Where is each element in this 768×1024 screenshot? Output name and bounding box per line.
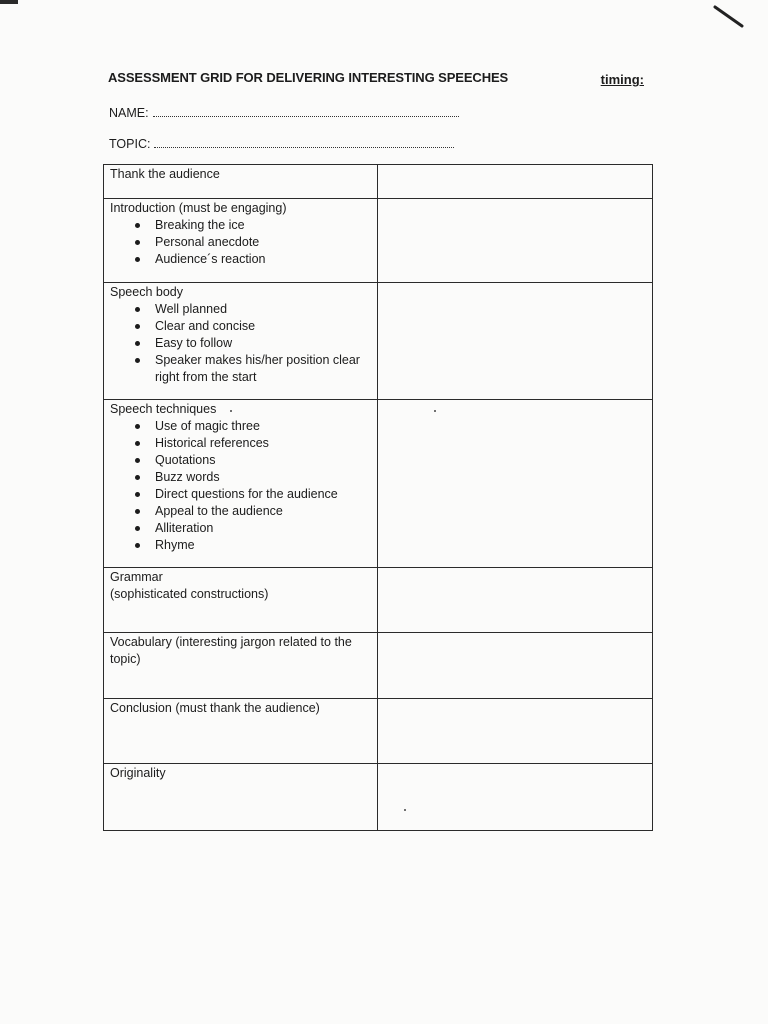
criterion-row-introduction <box>104 199 653 283</box>
bullet-item: Clear and concise <box>155 318 372 335</box>
name-field[interactable] <box>109 106 459 120</box>
scan-edge-mark <box>0 0 18 4</box>
bullet-item: Appeal to the audience <box>155 503 372 520</box>
scan-speck <box>404 809 406 811</box>
criterion-row-vocabulary <box>104 633 653 699</box>
bullet-item: Alliteration <box>155 520 372 537</box>
criterion-score-cell[interactable] <box>378 400 653 568</box>
criterion-heading: Originality <box>110 766 166 780</box>
criterion-heading: Introduction (must be engaging) <box>110 201 287 215</box>
topic-field[interactable] <box>109 137 454 151</box>
criterion-label-cell <box>104 165 378 199</box>
criterion-score-cell[interactable] <box>378 699 653 764</box>
assessment-grid <box>103 164 653 831</box>
criterion-row-speech-body <box>104 283 653 400</box>
criterion-label-cell <box>104 633 378 699</box>
bullet-item: Rhyme <box>155 537 372 554</box>
pen-stroke-mark <box>712 4 746 30</box>
criterion-heading: Speech body <box>110 285 183 299</box>
topic-blank-line[interactable] <box>154 137 454 148</box>
document-title: ASSESSMENT GRID FOR DELIVERING INTERESTING SPEECHES <box>108 70 509 85</box>
criterion-row-speech-techniques <box>104 400 653 568</box>
name-label: NAME: <box>109 106 149 120</box>
criterion-label-cell <box>104 400 378 568</box>
name-blank-line[interactable] <box>153 106 459 117</box>
bullet-item: Buzz words <box>155 469 372 486</box>
criterion-row-originality <box>104 764 653 831</box>
criterion-bullet-list <box>110 301 372 386</box>
scan-speck <box>230 410 232 412</box>
scan-speck <box>434 410 436 412</box>
bullet-item: Personal anecdote <box>155 234 372 251</box>
criterion-heading: Vocabulary (interesting jargon related to the topic) <box>110 635 352 666</box>
timing-label: timing: <box>600 72 644 87</box>
bullet-item: Use of magic three <box>155 418 372 435</box>
criterion-subheading: (sophisticated constructions) <box>110 587 269 601</box>
bullet-item: Quotations <box>155 452 372 469</box>
criterion-heading: Conclusion (must thank the audience) <box>110 701 320 715</box>
criterion-score-cell[interactable] <box>378 633 653 699</box>
criterion-row-grammar <box>104 568 653 633</box>
criterion-label-cell <box>104 699 378 764</box>
bullet-item: Speaker makes his/her position clear right from the start <box>155 352 372 386</box>
criterion-heading: Grammar <box>110 570 163 584</box>
bullet-item: Direct questions for the audience <box>155 486 372 503</box>
criterion-score-cell[interactable] <box>378 568 653 633</box>
criterion-score-cell[interactable] <box>378 199 653 283</box>
bullet-item: Historical references <box>155 435 372 452</box>
criterion-label-cell <box>104 568 378 633</box>
criterion-label-cell <box>104 764 378 831</box>
criterion-bullet-list <box>110 217 372 268</box>
bullet-item: Breaking the ice <box>155 217 372 234</box>
criterion-heading: Speech techniques <box>110 402 217 416</box>
criterion-score-cell[interactable] <box>378 283 653 400</box>
criterion-row-thank-audience <box>104 165 653 199</box>
criterion-score-cell[interactable] <box>378 165 653 199</box>
bullet-item: Audience´s reaction <box>155 251 372 268</box>
criterion-bullet-list <box>110 418 372 554</box>
criterion-heading: Thank the audience <box>110 167 220 181</box>
criterion-row-conclusion <box>104 699 653 764</box>
bullet-item: Easy to follow <box>155 335 372 352</box>
bullet-item: Well planned <box>155 301 372 318</box>
criterion-label-cell <box>104 283 378 400</box>
criterion-label-cell <box>104 199 378 283</box>
topic-label: TOPIC: <box>109 137 151 151</box>
criterion-score-cell[interactable] <box>378 764 653 831</box>
document-header <box>108 70 648 90</box>
